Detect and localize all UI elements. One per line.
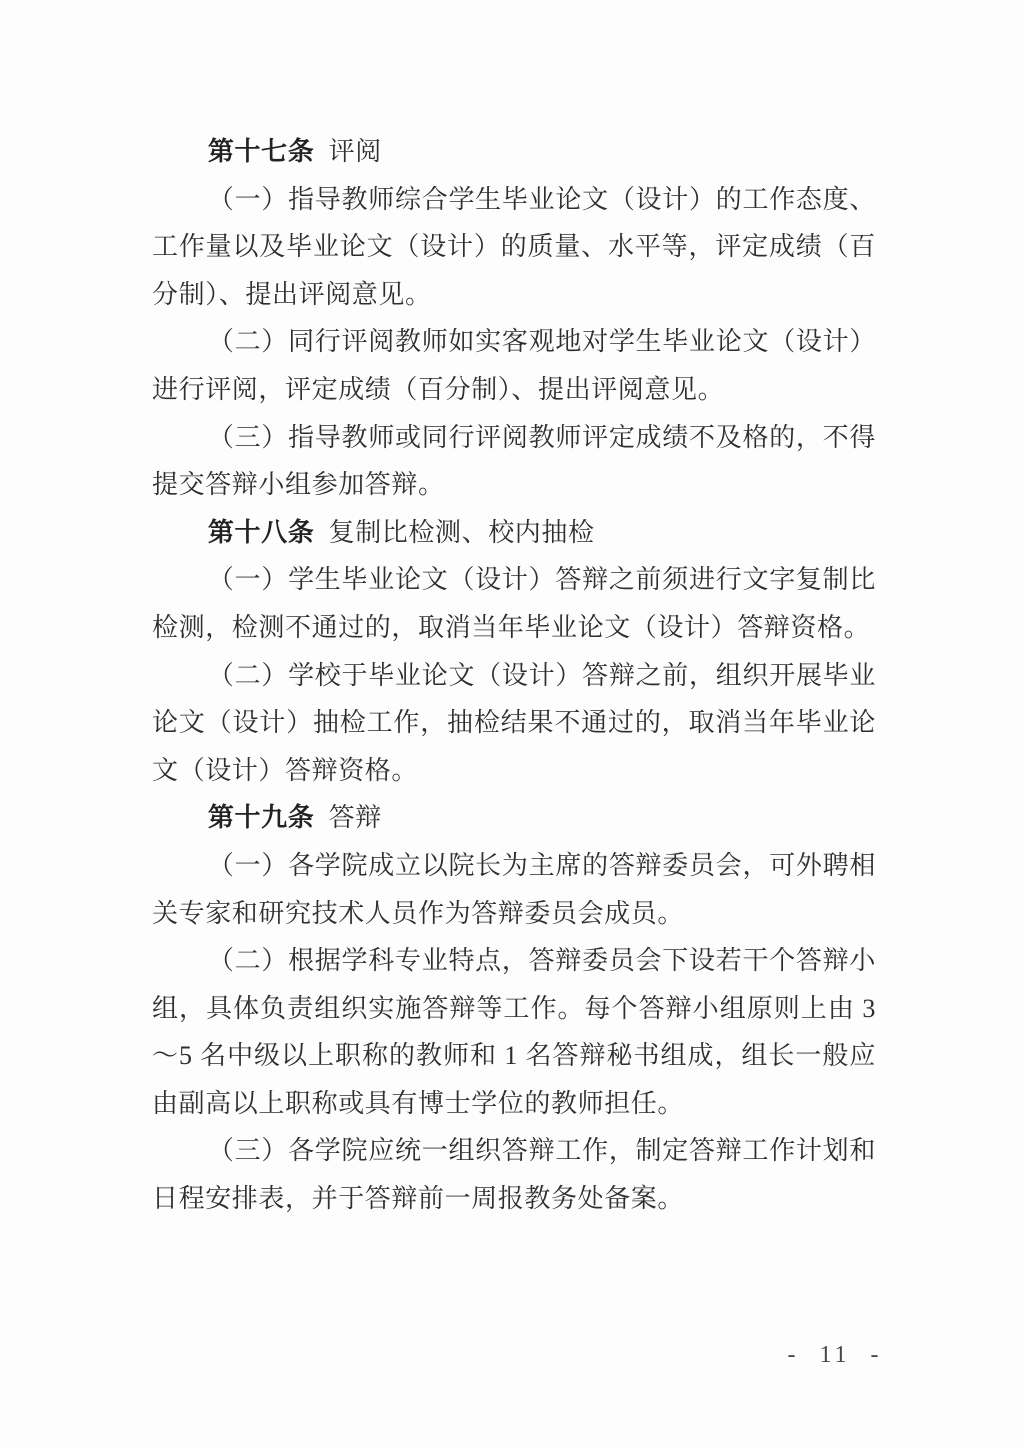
article-number: 第十八条 bbox=[207, 517, 315, 547]
article-heading bbox=[152, 128, 876, 176]
article-title: 答辩 bbox=[328, 803, 382, 833]
article-heading bbox=[152, 509, 876, 557]
paragraph: （一）各学院成立以院长为主席的答辩委员会，可外聘相关专家和研究技术人员作为答辩委员会成员。 bbox=[152, 850, 876, 928]
paragraph: （二）根据学科专业特点，答辩委员会下设若干个答辩小组，具体负责组织实施答辩等工作。每个答辩小组原则上由 3～5 名中级以上职称的教师和 1 名答辩秘书组成，组长一般应由副高以上职称或具有博士学位的教师担任。 bbox=[152, 946, 876, 1118]
paragraph: （一）学生毕业论文（设计）答辩之前须进行文字复制比检测，检测不通过的，取消当年毕业论文（设计）答辩资格。 bbox=[152, 565, 876, 642]
article-title: 复制比检测、校内抽检 bbox=[328, 517, 595, 547]
article-number: 第十七条 bbox=[207, 137, 315, 166]
document-body bbox=[152, 128, 876, 1223]
paragraph: （三）各学院应统一组织答辩工作，制定答辩工作计划和日程安排表，并于答辩前一周报教务处备案。 bbox=[152, 1136, 876, 1214]
paragraph: （二）学校于毕业论文（设计）答辩之前，组织开展毕业论文（设计）抽检工作，抽检结果不通过的，取消当年毕业论文（设计）答辩资格。 bbox=[152, 660, 876, 785]
article-number: 第十九条 bbox=[207, 803, 315, 833]
article-title: 评阅 bbox=[328, 137, 382, 166]
paragraph: （三）指导教师或同行评阅教师评定成绩不及格的，不得提交答辩小组参加答辩。 bbox=[152, 422, 876, 500]
paragraph: （二）同行评阅教师如实客观地对学生毕业论文（设计）进行评阅，评定成绩（百分制）、提出评阅意见。 bbox=[152, 327, 876, 404]
article-heading bbox=[152, 794, 876, 842]
page-number: - 11 - bbox=[787, 1342, 883, 1368]
paragraph: （一）指导教师综合学生毕业论文（设计）的工作态度、工作量以及毕业论文（设计）的质量、水平等，评定成绩（百分制）、提出评阅意见。 bbox=[152, 184, 876, 309]
